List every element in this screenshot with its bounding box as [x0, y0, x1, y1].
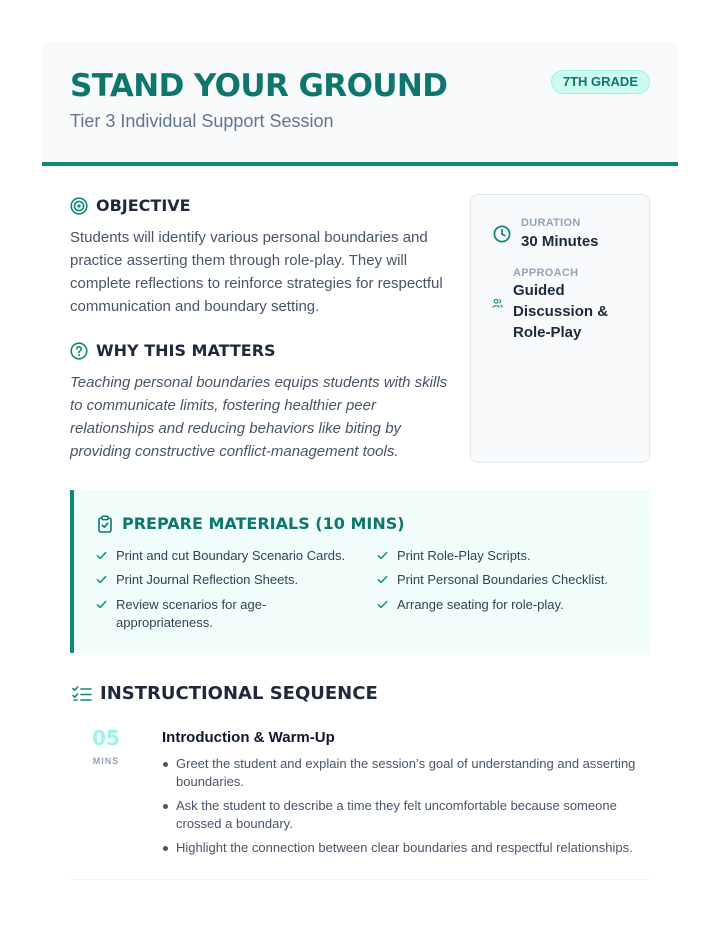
target-icon — [70, 197, 88, 215]
duration-value: 30 Minutes — [521, 233, 599, 250]
objective-heading-label: OBJECTIVE — [96, 196, 191, 215]
step-bullet: Highlight the connection between clear boundaries and respectful relationships. — [162, 839, 652, 857]
page-title: STAND YOUR GROUND — [70, 68, 448, 104]
material-item — [377, 547, 639, 565]
step-title: Introduction & Warm-Up — [162, 729, 335, 746]
why-heading — [70, 341, 276, 360]
materials-panel — [70, 490, 650, 653]
step-minutes: 05 — [92, 726, 120, 750]
approach-value: Guided Discussion & Role-Play — [513, 282, 609, 341]
check-icon — [377, 574, 388, 585]
check-icon — [377, 550, 388, 561]
check-icon — [96, 550, 107, 561]
step-minutes-unit: MINS — [92, 756, 120, 766]
document-header — [42, 42, 678, 166]
material-item-text: Print Journal Reflection Sheets. — [116, 572, 299, 587]
material-item-text: Arrange seating for role-play. — [397, 597, 564, 612]
material-item — [96, 547, 358, 565]
material-item — [96, 596, 296, 631]
objective-text: Students will identify various personal boundaries and practice asserting them through role-play. They will complete reflections to reinforce strategies for respectful communication and boundary setting. — [70, 229, 443, 315]
step-bullet: Ask the student to describe a time they felt uncomfortable because someone crossed a boundary. — [162, 797, 652, 833]
material-item — [377, 596, 639, 614]
check-icon — [96, 574, 107, 585]
objective-heading — [70, 196, 191, 215]
materials-heading — [96, 514, 405, 533]
step-bullet: Greet the student and explain the session’s goal of understanding and asserting boundaries. — [162, 755, 652, 791]
material-item-text: Print and cut Boundary Scenario Cards. — [116, 548, 346, 563]
grade-badge: 7TH GRADE — [551, 70, 650, 94]
material-item — [377, 571, 639, 589]
step-bullet-list — [162, 755, 652, 863]
session-info-card — [470, 194, 650, 463]
list-checks-icon — [72, 685, 92, 703]
approach-label: APPROACH — [513, 267, 579, 279]
material-item-text: Review scenarios for age-appropriateness. — [116, 597, 267, 630]
clock-icon — [493, 225, 511, 243]
sequence-heading-label: INSTRUCTIONAL SEQUENCE — [100, 683, 378, 704]
material-item-text: Print Role-Play Scripts. — [397, 548, 531, 563]
material-item — [96, 571, 358, 589]
check-icon — [96, 599, 107, 610]
material-item-text: Print Personal Boundaries Checklist. — [397, 572, 608, 587]
materials-heading-label: PREPARE MATERIALS (10 MINS) — [122, 514, 405, 533]
page-subtitle: Tier 3 Individual Support Session — [70, 111, 334, 131]
sequence-heading — [72, 683, 378, 704]
help-circle-icon — [70, 342, 88, 360]
why-text: Teaching personal boundaries equips students with skills to communicate limits, fostering healthier peer relationships and reducing behaviors like biting by providing constructive conflict-management tools. — [70, 374, 448, 460]
section-divider — [70, 879, 650, 880]
users-icon — [492, 298, 503, 309]
check-icon — [377, 599, 388, 610]
duration-label: DURATION — [521, 217, 581, 229]
clipboard-check-icon — [96, 515, 114, 533]
why-heading-label: WHY THIS MATTERS — [96, 341, 276, 360]
